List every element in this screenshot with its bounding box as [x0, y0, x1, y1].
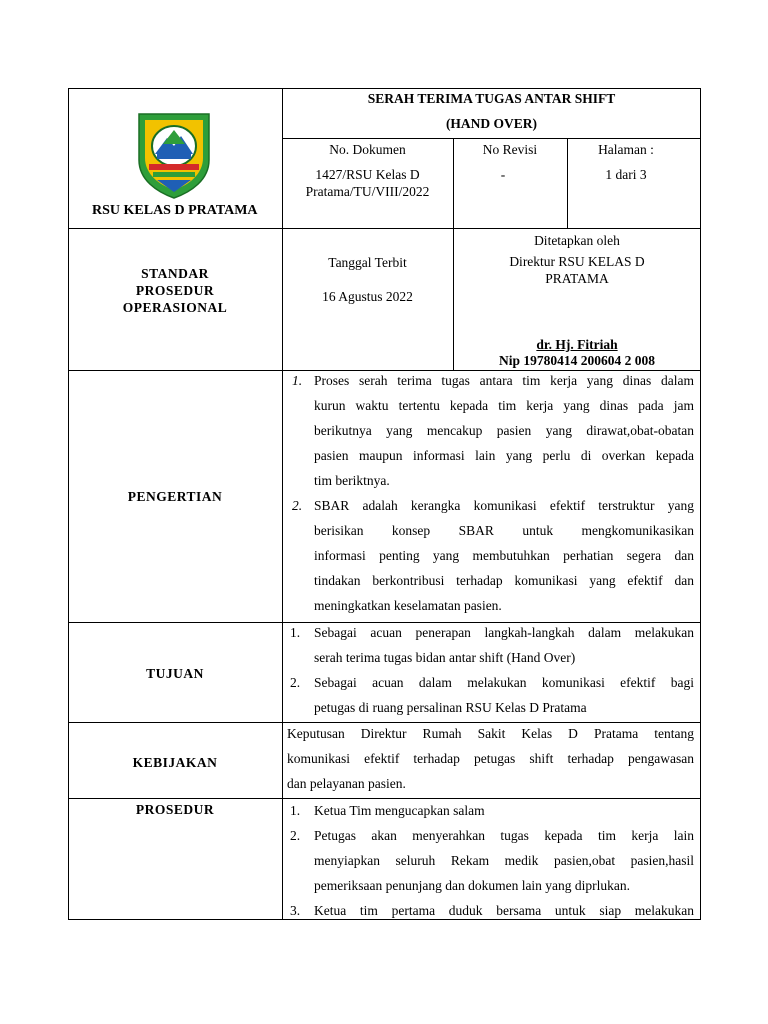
prosedur-label: PROSEDUR	[135, 802, 215, 817]
issue-date-label: Tanggal Terbit	[328, 255, 407, 270]
tujuan-label: TUJUAN	[146, 666, 204, 681]
sop-label-1: STANDAR	[141, 266, 209, 281]
tujuan-item-1-number: 1.	[290, 625, 301, 640]
doc-number-value: 1427/RSU Kelas D	[315, 167, 420, 182]
page-value: 1 dari 3	[605, 167, 647, 182]
doc-number-label: No. Dokumen	[329, 142, 406, 157]
prosedur-item-1-number: 1.	[290, 803, 301, 818]
kebijakan-label: KEBIJAKAN	[132, 755, 218, 770]
director-title: Direktur RSU KELAS D	[509, 254, 645, 269]
hospital-name: RSU KELAS D PRATAMA	[92, 203, 258, 218]
prosedur-item-2-number: 2.	[290, 828, 301, 843]
sop-label-3: OPERASIONAL	[122, 300, 228, 315]
set-by-label: Ditetapkan oleh	[534, 233, 620, 248]
sop-label-2: PROSEDUR	[135, 283, 215, 298]
pengertian-item-1-number: 1.	[292, 373, 303, 388]
revision-value: -	[500, 167, 506, 182]
pengertian-item-2-number: 2.	[292, 498, 303, 513]
signer-nip: Nip 19780414 200604 2 008	[498, 353, 655, 368]
director-title-2: PRATAMA	[545, 271, 609, 286]
issue-date: 16 Agustus 2022	[322, 289, 413, 304]
pengertian-label: PENGERTIAN	[127, 489, 223, 504]
document-subtitle: (HAND OVER)	[445, 116, 538, 131]
prosedur-item-3: Ketua tim pertama duduk bersama untuk siap melakukan	[314, 903, 694, 918]
pengertian-item-1: Proses serah terima tugas antara tim kerja yang dinas dalam kurun waktu tertentu kepada tim kerja yang dinas pada jam berikutnya yang mencakup pasien yang dirawat,obat-obatan pasien maupun informasi lain yang perlu di overkan kepada tim beriktnya.	[314, 373, 694, 488]
prosedur-item-3-number: 3.	[290, 903, 301, 918]
page-label: Halaman :	[598, 142, 654, 157]
revision-label: No Revisi	[482, 142, 538, 157]
prosedur-item-1: Ketua Tim mengucapkan salam	[314, 803, 485, 818]
tujuan-item-2: Sebagai acuan dalam melakukan komunikasi efektif bagi petugas di ruang persalinan RSU Kelas D Pratama	[314, 675, 694, 715]
pengertian-item-2: SBAR adalah kerangka komunikasi efektif terstruktur yang berisikan konsep SBAR untuk mengkomunikasikan informasi penting yang membutuhkan perhatian segera dan tindakan berkontribusi terhadap komunikasi yang efektif dan meningkatkan keselamatan pasien.	[314, 498, 694, 613]
doc-number-value-2: Pratama/TU/VIII/2022	[305, 184, 430, 199]
document-title: SERAH TERIMA TUGAS ANTAR SHIFT	[367, 91, 616, 106]
hospital-logo	[135, 108, 213, 200]
signer-name: dr. Hj. Fitriah	[536, 337, 618, 352]
kebijakan-text: Keputusan Direktur Rumah Sakit Kelas D Pratama tentang komunikasi efektif terhadap petugas shift terhadap pengawasan dan pelayanan pasien.	[287, 726, 694, 791]
prosedur-item-2: Petugas akan menyerahkan tugas kepada tim kerja lain menyiapkan seluruh Rekam medik pasien,obat pasien,hasil pemeriksaan penunjang dan dokumen lain yang diprlukan.	[314, 828, 694, 893]
tujuan-item-1: Sebagai acuan penerapan langkah-langkah dalam melakukan serah terima tugas bidan antar shift (Hand Over)	[314, 625, 694, 665]
tujuan-item-2-number: 2.	[290, 675, 301, 690]
